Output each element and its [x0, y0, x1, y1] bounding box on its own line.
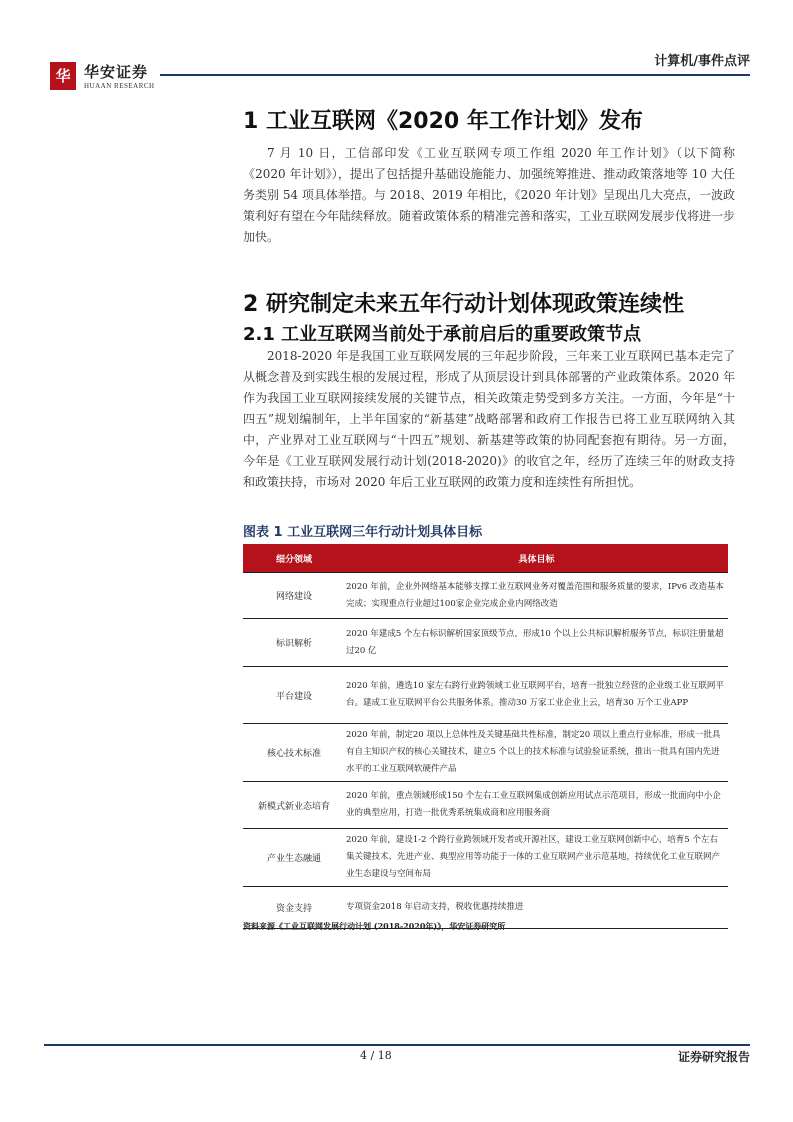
table-row	[243, 829, 728, 887]
header-divider	[160, 74, 750, 76]
column-header-area: 细分领域	[243, 544, 345, 573]
row-area: 资金支持	[243, 887, 345, 929]
section-2-1-heading: 2.1 工业互联网当前处于承前启后的重要政策节点	[243, 324, 642, 345]
row-area: 标识解析	[243, 619, 345, 667]
company-name-en: HUAAN RESEARCH	[84, 82, 155, 90]
table-row	[243, 724, 728, 782]
footer-label: 证券研究报告	[677, 1050, 750, 1064]
row-goal: 2020 年前，重点领域形成150 个左右工业互联网集成创新应用试点示范项目，形成一批面向中小企业的典型应用，打造一批优秀系统集成商和应用服务商	[345, 782, 728, 829]
row-area: 产业生态融通	[243, 829, 345, 887]
targets-table	[243, 544, 728, 929]
row-goal: 2020 年前，建设1-2 个跨行业跨领域开发者或开源社区，建设工业互联网创新中心，培育5 个左右集关键技术、先进产业、典型应用等功能于一体的工业互联网产业示范基地，持续优化工业互联网产业生态建设与空间布局	[345, 829, 728, 887]
table-row	[243, 782, 728, 829]
table-row	[243, 573, 728, 619]
row-goal: 专项资金2018 年启动支持，税收优惠持续推进	[345, 887, 728, 929]
report-section-label: 计算机/事件点评	[654, 54, 750, 69]
row-goal: 2020 年前，企业外网络基本能够支撑工业互联网业务对覆盖范围和服务质量的要求，IPv6 改造基本完成；实现重点行业超过100家企业完成企业内网络改造	[345, 573, 728, 619]
section-1-paragraph: 7 月 10 日，工信部印发《工业互联网专项工作组 2020 年工作计划》（以下简称《2020 年计划》），提出了包括提升基础设施能力、加强统筹推进、推动政策落地等 10 大任务类别 54 项具体举措。与 2018、2019 年相比，《2020 年计划》呈现出几大亮点，一波政策利好有望在今年陆续释放。随着政策体系的精准完善和落实，工业互联网发展步伐将进一步加快。	[243, 146, 736, 244]
page-number: 4 / 18	[360, 1049, 392, 1062]
company-name-cn: 华安证券	[84, 63, 149, 81]
row-area: 核心技术标准	[243, 724, 345, 782]
row-goal: 2020 年建成5 个左右标识解析国家顶级节点，形成10 个以上公共标识解析服务节点，标识注册量超过20 亿	[345, 619, 728, 667]
section-1-heading: 1 工业互联网《2020 年工作计划》发布	[243, 109, 643, 134]
row-goal: 2020 年前，制定20 项以上总体性及关键基础共性标准，制定20 项以上重点行业标准，形成一批具有自主知识产权的核心关键技术，建立5 个以上的技术标准与试验验证系统，推出一批具有国内先进水平的工业互联网软硬件产品	[345, 724, 728, 782]
page-header	[44, 44, 750, 100]
section-2-1-paragraph: 2018-2020 年是我国工业互联网发展的三年起步阶段，三年来工业互联网已基本走完了从概念普及到实践生根的发展过程，形成了从顶层设计到具体部署的产业政策体系。2020 年作为我国工业互联网接续发展的关键节点，相关政策走势受到多方关注。一方面，今年是“十四五”规划编制年，上半年国家的“新基建”战略部署和政府工作报告已将工业互联网纳入其中，产业界对工业互联网与“十四五”规划、新基建等政策的协同配套抱有期待。另一方面，今年是《工业互联网发展行动计划(2018-2020)》的收官之年，经历了连续三年的财政支持和政策扶持，市场对 2020 年后工业互联网的政策力度和连续性有所担忧。	[243, 349, 735, 489]
footer-divider	[44, 1044, 750, 1046]
row-area: 新模式新业态培育	[243, 782, 345, 829]
table-row	[243, 667, 728, 724]
row-area: 网络建设	[243, 573, 345, 619]
row-area: 平台建设	[243, 667, 345, 724]
figure-title: 图表 1 工业互联网三年行动计划具体目标	[243, 525, 483, 540]
table-header-row	[243, 544, 728, 573]
column-header-goal: 具体目标	[345, 544, 728, 573]
table-row	[243, 619, 728, 667]
row-goal: 2020 年前，遴选10 家左右跨行业跨领域工业互联网平台，培育一批独立经营的企业级工业互联网平台。建成工业互联网平台公共服务体系。推动30 万家工业企业上云，培育30 万个工业APP	[345, 667, 728, 724]
section-2-heading: 2 研究制定未来五年行动计划体现政策连续性	[243, 292, 684, 317]
company-logo: 华	[50, 62, 76, 90]
figure-source: 资料来源《工业互联网发展行动计划 (2018-2020年)》，华安证券研究所	[243, 921, 506, 931]
